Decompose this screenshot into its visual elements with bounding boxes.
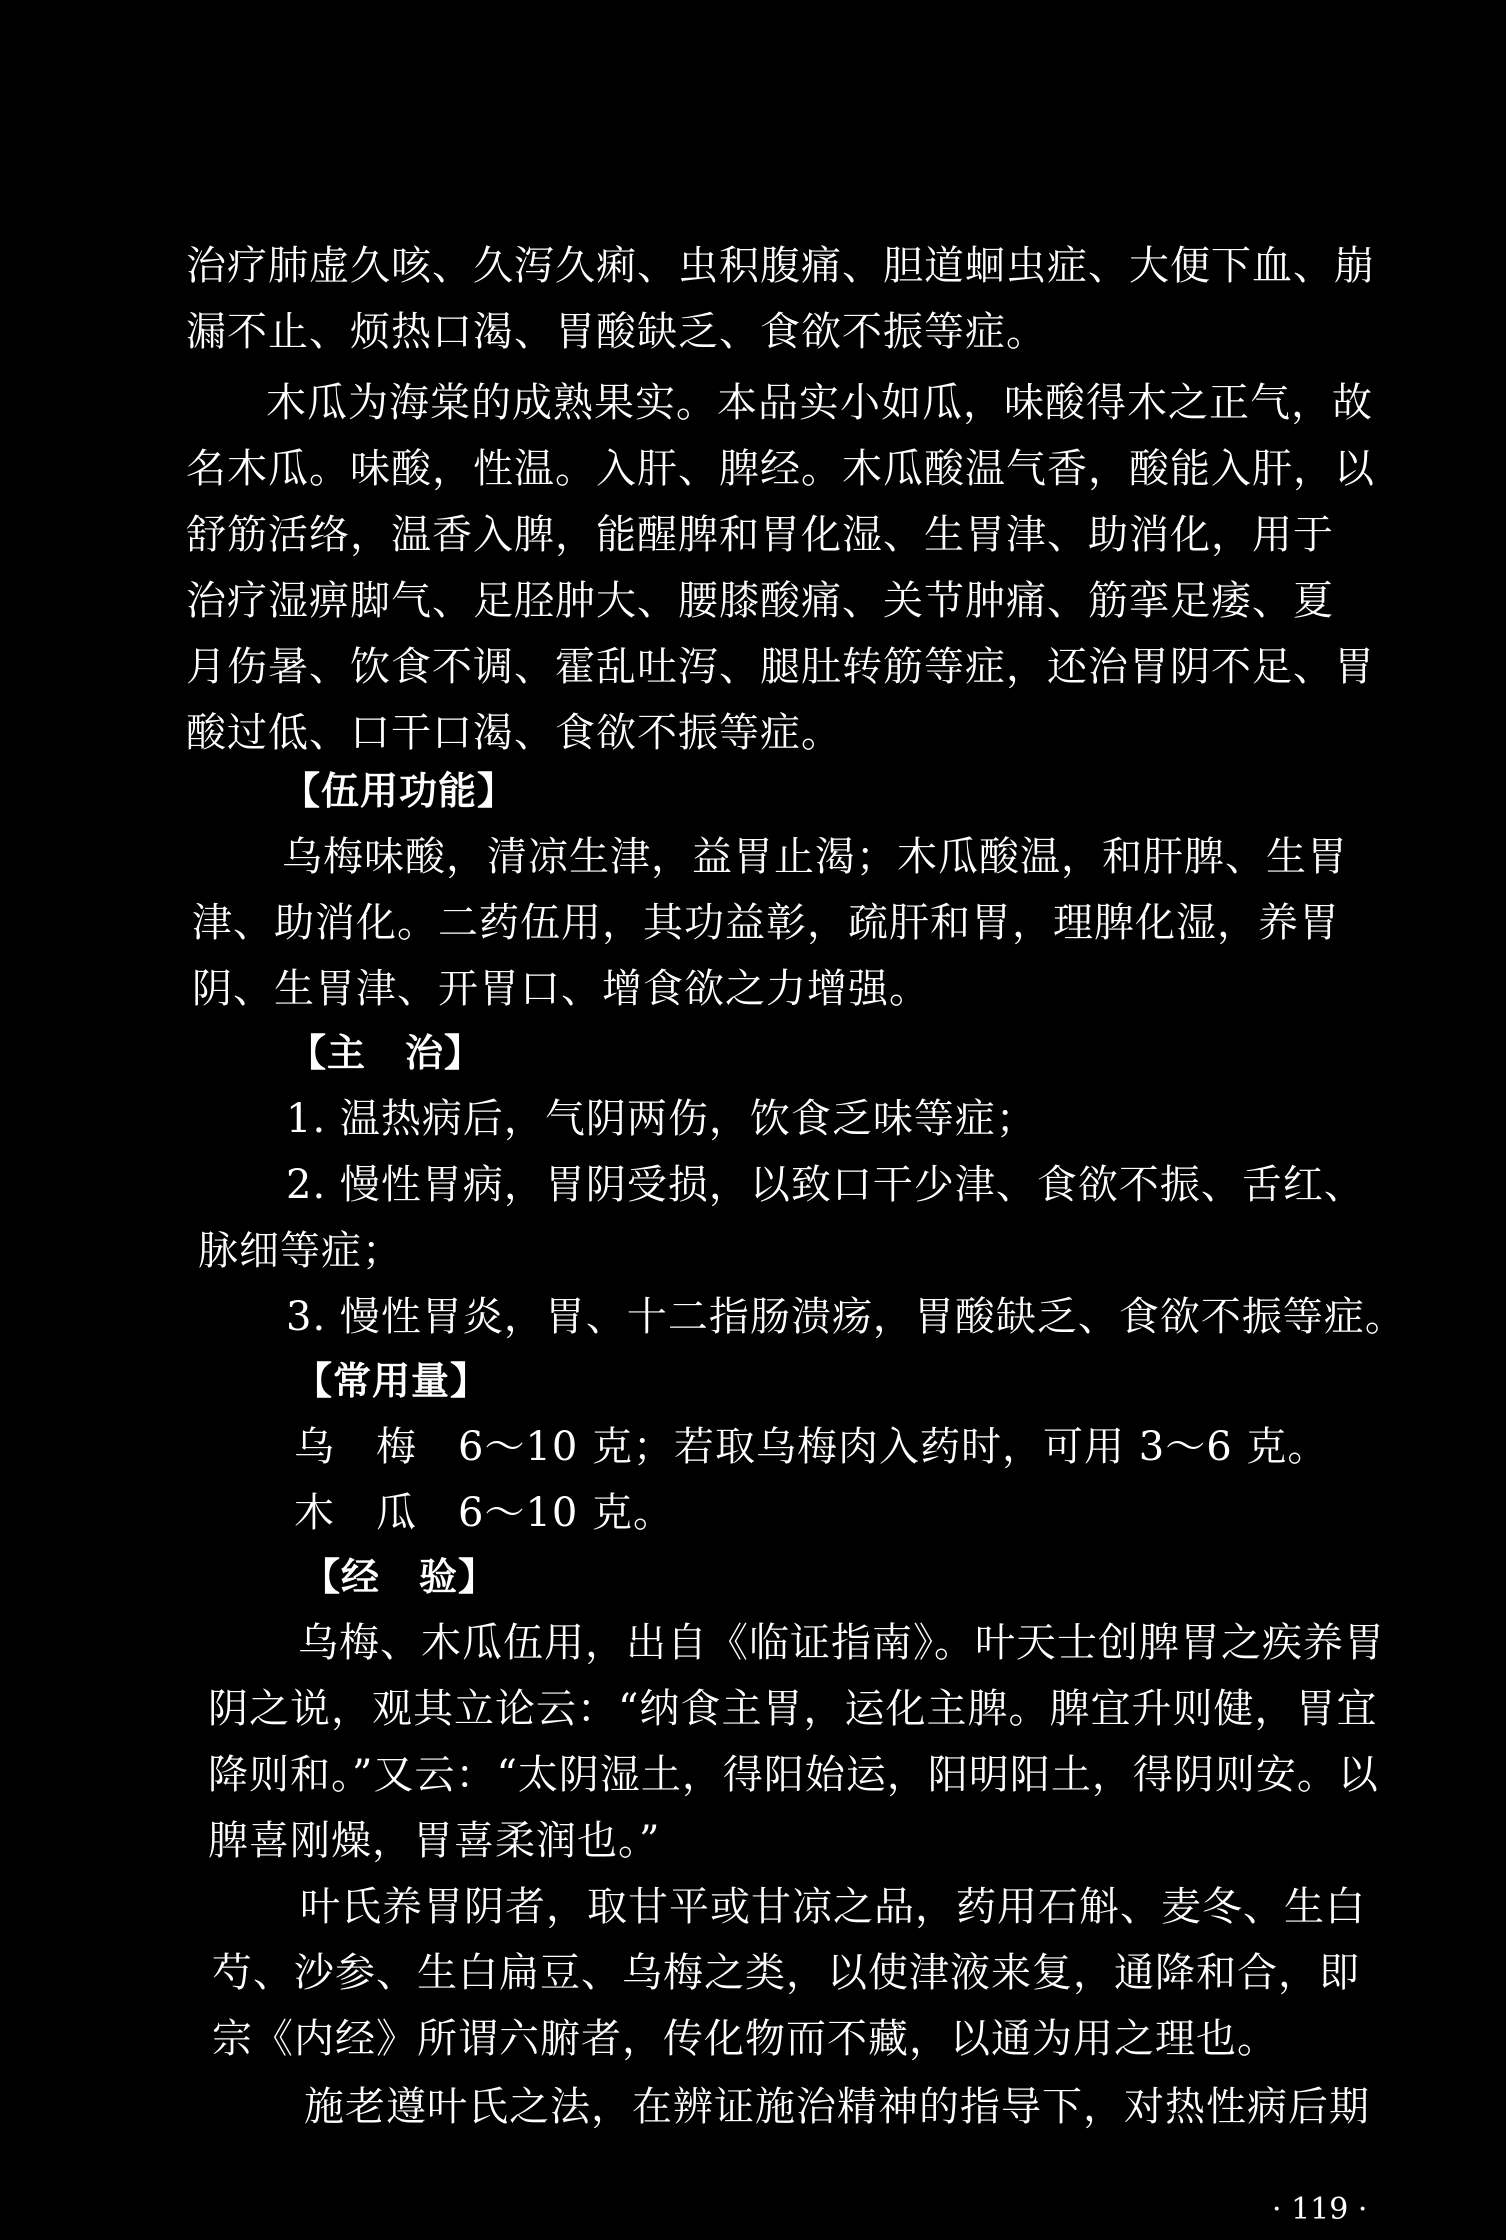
experience-p2-line-2: 芍、沙参、生白扁豆、乌梅之类，以使津液来复，通降和合，即 xyxy=(212,1950,1360,1996)
experience-p1-line-3: 降则和。”又云：“太阴湿土，得阳始运，阳明阳土，得阴则安。以 xyxy=(208,1752,1379,1798)
experience-p3-line-1: 施老遵叶氏之法，在辨证施治精神的指导下，对热性病后期 xyxy=(304,2084,1370,2130)
paragraph-1-line-1: 治疗肺虚久咳、久泻久痢、虫积腹痛、胆道蛔虫症、大便下血、崩 xyxy=(186,243,1375,289)
experience-p1-line-2: 阴之说，观其立论云：“纳食主胃，运化主脾。脾宜升则健，胃宜 xyxy=(208,1686,1378,1732)
experience-p1-line-1: 乌梅、木瓜伍用，出自《临证指南》。叶天士创脾胃之疾养胃 xyxy=(298,1620,1385,1666)
pairing-line-1: 乌梅味酸，清凉生津，益胃止渴；木瓜酸温，和肝脾、生胃 xyxy=(282,834,1348,880)
experience-p1-line-4: 脾喜刚燥，胃喜柔润也。” xyxy=(208,1818,661,1864)
paragraph-1-line-2: 漏不止、烦热口渴、胃酸缺乏、食欲不振等症。 xyxy=(186,309,1047,355)
page-number: · 119 · xyxy=(1272,2192,1368,2227)
paragraph-2-line-6: 酸过低、口干口渴、食欲不振等症。 xyxy=(186,710,842,756)
experience-p2-line-1: 叶氏养胃阴者，取甘平或甘凉之品，药用石斛、麦冬、生白 xyxy=(300,1884,1366,1930)
paragraph-2-line-1: 木瓜为海棠的成熟果实。本品实小如瓜，味酸得木之正气，故 xyxy=(266,380,1373,426)
dosage-line-wumei: 乌 梅 6～10 克；若取乌梅肉入药时，可用 3～6 克。 xyxy=(294,1424,1329,1470)
dosage-line-mugua: 木 瓜 6～10 克。 xyxy=(294,1490,675,1536)
section-heading-indications: 【主 治】 xyxy=(288,1031,484,1075)
experience-p2-line-3: 宗《内经》所谓六腑者，传化物而不藏，以通为用之理也。 xyxy=(212,2016,1278,2062)
paragraph-2-line-5: 月伤暑、饮食不调、霍乱吐泻、腿肚转筋等症，还治胃阴不足、胃 xyxy=(186,644,1375,690)
indication-item-3: 3. 慢性胃炎，胃、十二指肠溃疡，胃酸缺乏、食欲不振等症。 xyxy=(286,1294,1406,1340)
indication-item-1: 1. 温热病后，气阴两伤，饮食乏味等症； xyxy=(286,1096,1037,1142)
paragraph-2-line-3: 舒筋活络，温香入脾，能醒脾和胃化湿、生胃津、助消化，用于 xyxy=(186,512,1334,558)
section-heading-experience: 【经 验】 xyxy=(302,1555,498,1599)
pairing-line-2: 津、助消化。二药伍用，其功益彰，疏肝和胃，理脾化湿，养胃 xyxy=(192,900,1340,946)
indication-item-2-line-1: 2. 慢性胃病，胃阴受损，以致口干少津、食欲不振、舌红、 xyxy=(286,1162,1365,1208)
indication-item-2-line-2: 脉细等症； xyxy=(198,1228,403,1274)
section-heading-dosage: 【常用量】 xyxy=(294,1359,490,1403)
section-heading-pairing-function: 【伍用功能】 xyxy=(282,769,517,813)
paragraph-2-line-2: 名木瓜。味酸，性温。入肝、脾经。木瓜酸温气香，酸能入肝，以 xyxy=(186,446,1375,492)
paragraph-2-line-4: 治疗湿痹脚气、足胫肿大、腰膝酸痛、关节肿痛、筋挛足痿、夏 xyxy=(186,578,1334,624)
pairing-line-3: 阴、生胃津、开胃口、增食欲之力增强。 xyxy=(192,966,930,1012)
